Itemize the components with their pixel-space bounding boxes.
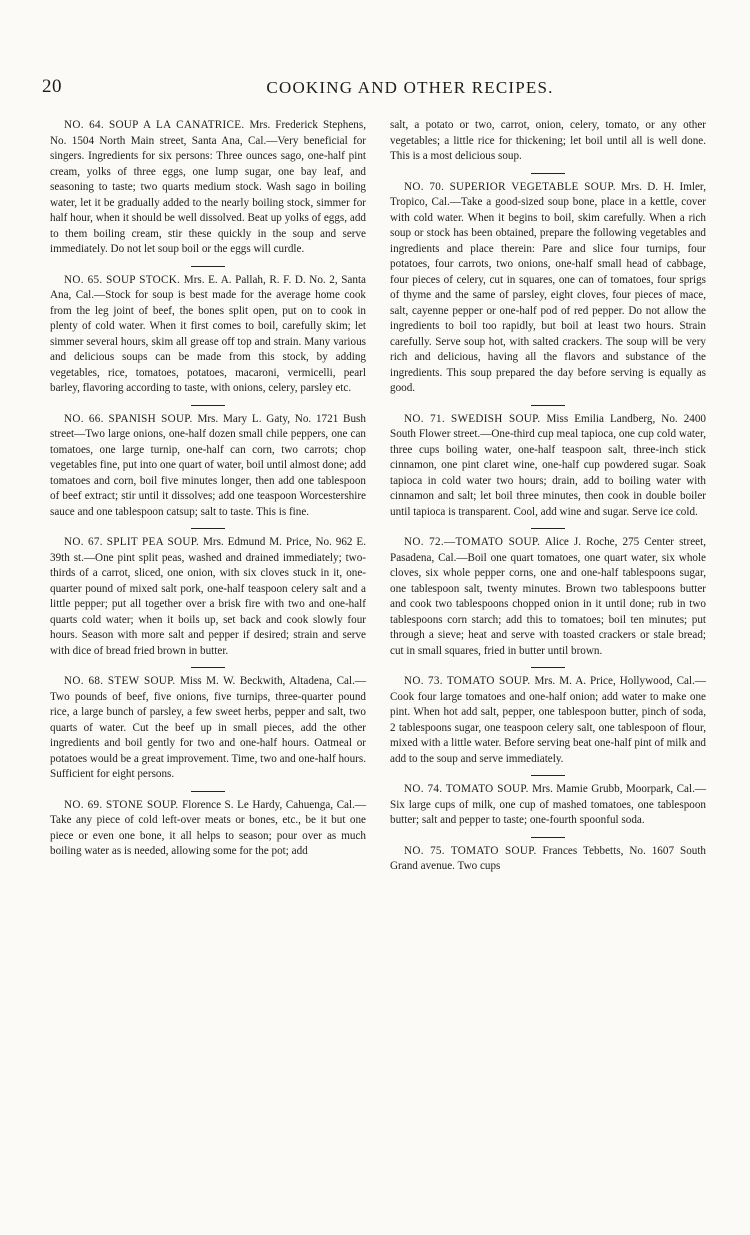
recipe-number: NO. 68. — [64, 675, 104, 687]
section-divider — [531, 775, 565, 776]
running-head: COOKING AND OTHER RECIPES. — [266, 78, 554, 97]
recipe-text: Mrs. M. A. Price, Hollywood, Cal.—Cook four large tomatoes and one-half onion; add water to make one pint. When hot add salt, pepper, one tablespoon butter, pinch of soda, 2 tablespoons sugar, one teaspoon celery salt, one tablespoon of flour, mixed with a little water. Before serving beat one-half pint of milk and add to the soup and serve immediately. — [390, 675, 706, 765]
recipe-title: SOUP STOCK. — [106, 273, 181, 286]
recipe-text: Mrs. Mary L. Gaty, No. 1721 Bush street—Two large onions, one-half dozen small chile peppers, one can tomatoes, one large turnip, one-half can corn, two carrots; chop vegetables fine, put into one quart of water, boil until almost done; add tomatoes and corn, boil five minutes longer, then add one tablespoon of beef extract; stir until it dissolves; add one teaspoon Worcestershire sauce and one tablespoon catsup; salt to taste. This is fine. — [50, 412, 366, 518]
recipe-number: NO. 66. — [64, 412, 104, 425]
recipe-text: Mrs. E. A. Pallah, R. F. D. No. 2, Santa Ana, Cal.—Stock for soup is best made for the average home cook from the leg joint of beef, the bones split open, put on to cook in plenty of cold water. When it first comes to boil, carefully skim; let simmer several hours, skim all grease off top and strain. Many various and delicious soups can be made from this stock, by adding vegetables, rice, tomatoes, potatoes, macaroni, vermicelli, pearl barley, flavoring according to taste, with onions, celery, parsley etc. — [50, 273, 366, 394]
recipe-text: Mrs. Edmund M. Price, No. 962 E. 39th st.—One pint split peas, washed and drained immediately; two-thirds of a carrot, sliced, one onion, with six cloves stuck in it, one-quarter pound of mixed salt pork, one-half teaspoon celery salt and a little pepper; put all together over a brisk fire with two and one-half quarts cold water; when it boils up, set back and cook slowly four hours. Season with more salt and pepper if desired; strain and serve with dice of bread fried brown in butter. — [50, 536, 366, 657]
recipe-title: SPLIT PEA SOUP. — [106, 536, 200, 548]
section-divider — [531, 173, 565, 174]
recipe-title: TOMATO SOUP. — [445, 783, 529, 795]
section-divider — [531, 528, 565, 529]
recipe-title: SOUP A LA CANATRICE. — [108, 119, 245, 131]
recipe-number: NO. 65. — [64, 273, 103, 286]
recipe-text: Frances Tebbetts, No. 1607 South Grand avenue. Two cups — [390, 844, 707, 872]
recipe-69 — [50, 798, 366, 860]
recipe-text: Mrs. Mamie Grubb, Moorpark, Cal.—Six large cups of milk, one cup of mashed tomatoes, one tablespoon butter; salt and pepper to taste; one-fourth spoonful soda. — [390, 783, 707, 826]
section-divider — [531, 837, 565, 838]
recipe-text: Mrs. D. H. Imler, Tropico, Cal.—Take a good-sized soup bone, place in a kettle, cover with cold water. When it begins to boil, skim carefully. When a rich soup or stock has been obtained, prepare the following vegetables and ingredients and place therein: Pare and slice four turnips, four potatoes, four carrots, two onions, one-half small head of cabbage, four pieces of celery, cut in squares, one can of tomatoes, four sprigs of thyme and the same of parsley, eight cloves, four pieces of mace, salt, cayenne pepper or one-half pod of red pepper. Do not allow the ingredients to boil too rapidly, but boil at least two hours. Strain carefully. Serve soup hot, with salted crackers. The soup will be very rich and delicious, having all the flavors and substance of the ingredients. This soup prepared the day before serving is equally as good. — [390, 180, 706, 394]
recipe-71 — [390, 412, 706, 521]
recipe-text: Miss Emilia Landberg, No. 2400 South Flower street.—One-third cup meal tapioca, one cup cold water, three cups boiling water, one-half teaspoon salt, three-inch stick cinnamon, one pint claret wine, one-half cup powdered sugar. Soak tapioca in cold water two hours; drain, add to boiling water with cinnamon and salt; let boil three minutes, then cook in double boiler until tapioca is transparent. Cool, add wine and sugar. Serve ice cold. — [390, 412, 707, 518]
recipe-title: STEW SOUP. — [107, 675, 176, 687]
section-divider — [191, 266, 225, 267]
recipe-number: NO. 73. — [404, 675, 443, 687]
recipe-73 — [390, 674, 706, 767]
recipe-title: STONE SOUP. — [105, 798, 179, 811]
recipe-70 — [390, 180, 706, 397]
section-divider — [531, 667, 565, 668]
recipe-68 — [50, 674, 366, 783]
recipe-number: NO. 75. — [404, 844, 445, 857]
section-divider — [531, 405, 565, 406]
section-divider — [191, 528, 225, 529]
recipe-title: —TOMATO SOUP. — [444, 536, 541, 548]
section-divider — [191, 667, 225, 668]
recipe-text: Mrs. Frederick Stephens, No. 1504 North Main street, Santa Ana, Cal.—Very beneficial for singers. Ingredients for six persons: Three ounces sago, one-half pint cream, yolks of three eggs, one lump sugar, one bay leaf, and seasoning to taste; two quarts medium stock. Wash sago in boiling water, let it be gradually added to the nearly boiling stock, simmer for half hour, when it should be well dissolved. Beat up yolks of eggs, add to them boiling cream, stir these quickly in the soup and serve immediately. Do not let soup boil or the eggs will curdle. — [50, 119, 366, 255]
recipe-65 — [50, 273, 366, 397]
recipe-title: SPANISH SOUP. — [108, 412, 193, 425]
recipe-number: NO. 74. — [404, 783, 443, 795]
left-column — [50, 118, 366, 860]
recipe-text: Miss M. W. Beckwith, Altadena, Cal.—Two pounds of beef, five onions, five turnips, three-quarter pound rice, a large bunch of parsley, a few sweet herbs, pepper and salt, two quarts of water. Cut the beef up in small pieces, add the other ingredients and boil gently for two and one-half hours. Oatmeal or potatoes would be a great improvement. Time, two and one-half hours. Sufficient for eight persons. — [50, 675, 367, 780]
recipe-title: TOMATO SOUP. — [446, 675, 531, 687]
recipe-69-continuation: salt, a potato or two, carrot, onion, celery, tomato, or any other vegetables; a little rice for thickening; let boil until all is well done. This is a most delicious soup. — [390, 119, 706, 162]
recipe-number: NO. 70. — [404, 180, 445, 193]
section-divider — [191, 791, 225, 792]
section-divider — [191, 405, 225, 406]
recipe-title: SWEDISH SOUP. — [451, 412, 541, 425]
right-column — [390, 118, 706, 875]
recipe-75 — [390, 844, 706, 875]
recipe-number: NO. 69. — [64, 798, 103, 811]
recipe-text: Florence S. Le Hardy, Cahuenga, Cal.—Take any piece of cold left-over meats or bones, etc., be it but one piece or even one bone, it all helps to season; pour over as much boiling water as is needed, allowing some for the pot; add — [50, 798, 367, 857]
recipe-text: Alice J. Roche, 275 Center street, Pasadena, Cal.—Boil one quart tomatoes, one quart water, six whole cloves, six whole pepper corns, one and one-half tablespoons sugar, one tablespoon salt, twenty minutes. Brown two tablespoons butter and cook two tablespoons chopped onion in it until done; rub in two tablespoons corn starch; add this to tomatoes; boil ten minutes; put through a sieve; heat and serve with toasted crackers or stale bread; cut in small squares, fried in butter until brown. — [390, 536, 707, 657]
recipe-72 — [390, 535, 706, 659]
recipe-number: NO. 71. — [404, 412, 445, 425]
recipe-title: TOMATO SOUP. — [450, 844, 537, 857]
recipe-title: SUPERIOR VEGETABLE SOUP. — [449, 180, 616, 193]
recipe-67 — [50, 535, 366, 659]
recipe-64 — [50, 118, 366, 258]
recipe-number: NO. 72. — [404, 536, 445, 548]
page-number: 20 — [42, 76, 62, 97]
recipe-number: NO. 64. — [64, 119, 104, 131]
recipe-74 — [390, 782, 706, 829]
recipe-number: NO. 67. — [64, 536, 103, 548]
recipe-66 — [50, 412, 366, 521]
